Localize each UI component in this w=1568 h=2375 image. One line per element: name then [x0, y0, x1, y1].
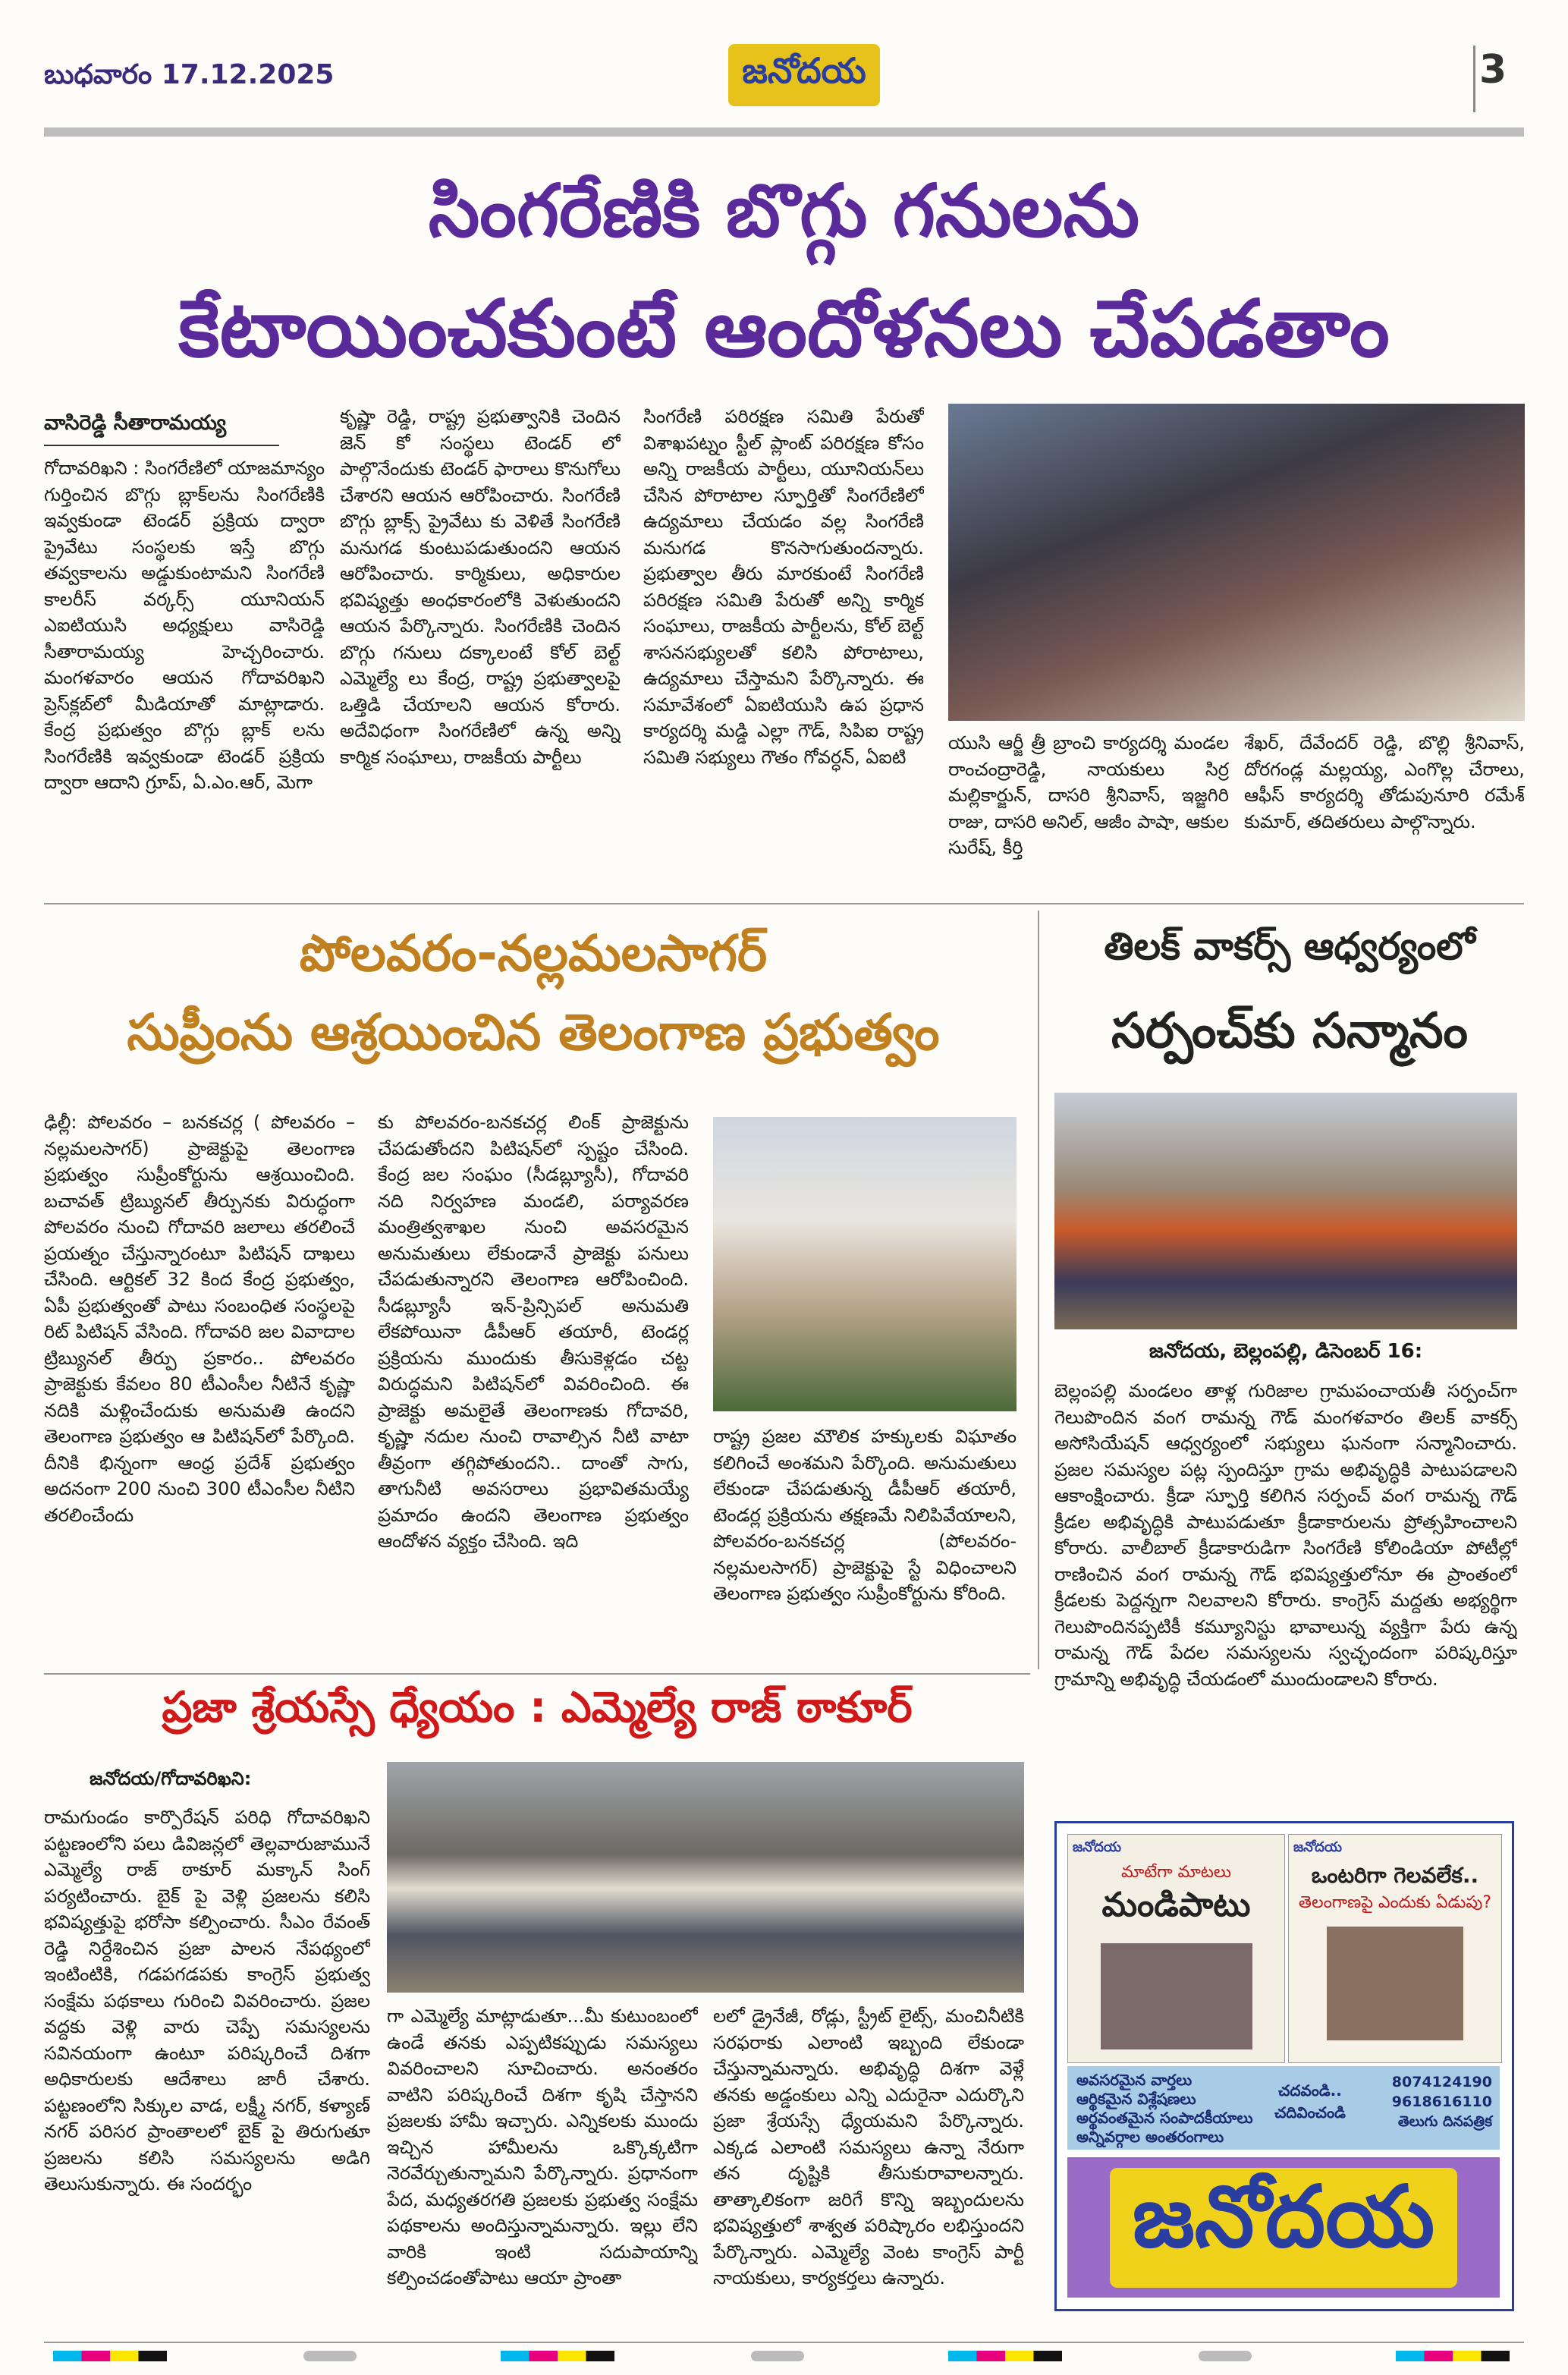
lead-column-4: [948, 730, 1229, 882]
section-divider-1: [44, 903, 1524, 904]
praja-column-1: [44, 1804, 370, 2336]
registration-bar: [948, 2351, 1062, 2361]
lead-col5-text: శేఖర్, దేవేందర్ రెడ్డి, బొల్లి శ్రీనివాస్, దోరగండ్ల మల్లయ్య, ఎంగొల్ల చేరాలు, ఆఫీస్ కార్యదర్శి తోడుపునూరి రమేశ్ కుమార్, తదితరులు పాల్గొన్నారు.: [1244, 732, 1525, 832]
tilak-body: [1054, 1378, 1517, 1773]
lead-column-1: [44, 455, 325, 880]
registration-bar: [1396, 2351, 1510, 2361]
ad-paper2-title: ఒంటరిగా గెలవలేక..: [1311, 1863, 1479, 1888]
registration-bar: [501, 2351, 614, 2361]
column-divider: [1038, 911, 1039, 1669]
ad-contact: [1392, 2072, 1492, 2131]
tilak-walkers-photo: [1054, 1093, 1517, 1329]
ad-logo-panel: [1067, 2157, 1500, 2298]
ad-line: అర్థవంతమైన సంపాదకీయాలు: [1076, 2109, 1253, 2127]
polavaram-col2-text: కు పోలవరం-బనకచర్ల లింక్ ప్రాజెక్టును చేపడుతోందని పిటిషన్‌లో స్పష్టం చేసింది. కేంద్ర జల సంఘం (సీడబ్ల్యూసీ), గోదావరి నది నిర్వహణ మండలి, పర్యావరణ మంత్రిత్వశాఖల నుంచి అవసరమైన అనుమతులు లేకుండానే ప్రాజెక్టు పనులు చేపడుతున్నారని తెలంగాణ ఆరోపించింది. సీడబ్ల్యూసీ ఇన్-ప్రిన్సిపల్ అనుమతి లేకపోయినా డీపీఆర్ తయారీ, టెండర్ల ప్రక్రియను ముందుకు తీసుకెళ్లడం చట్ట విరుద్ధమని పిటిషన్‌లో వివరించింది. ఈ ప్రాజెక్టు అమలైతే తెలంగాణకు గోదావరి, కృష్ణా నదుల నుంచి రావాల్సిన నీటి వాటా తీవ్రంగా తగ్గిపోతుందని.. దాంతో సాగు, తాగునీటి అవసరాలు ప్రభావితమయ్యే ప్రమాదం ఉందని తెలంగాణ ప్రభుత్వం ఆందోళన వ్యక్తం చేసింది. ఇది: [378, 1112, 689, 1552]
polavaram-column-2: [378, 1109, 689, 1662]
praja-col2-text: గా ఎమ్మెల్యే మాట్లాడుతూ...మీ కుటుంబంలో ఉండే తనకు ఎప్పటికప్పుడు సమస్యలు వివరించాలని సూచించారు. అనంతరం వాటిని పరిష్కరించే దిశగా కృషి చేస్తానని ప్రజలకు హామీ ఇచ్చారు. ఎన్నికలకు ముందు ఇచ్చిన హామీలను ఒక్కొక్కటిగా నెరవేర్చుతున్నామని పేర్కొన్నారు. ప్రధానంగా పేద, మధ్యతరగతి ప్రజలకు ప్రభుత్వ సంక్షేమ పథకాలను అందిస్తున్నామన్నారు. ఇల్లు లేని వారికి ఇంటి సదుపాయాన్ని కల్పించడంతోపాటు ఆయా ప్రాంతా: [387, 2005, 698, 2288]
header-divider: [1473, 46, 1475, 112]
praja-col1-text: రామగుండం కార్పొరేషన్ పరిధి గోదావరిఖని పట్టణంలోని పలు డివిజన్లలో తెల్లవారుజామునే ఎమ్మెల్యే రాజ్ ఠాకూర్ మక్కాన్ సింగ్ పర్యటించారు. బైక్ పై వెళ్లి ప్రజలను కలిసి భవిష్యత్తుపై భరోసా కల్పించారు. సీఎం రేవంత్ రెడ్డి నిర్దేశించిన ప్రజా పాలన నేపథ్యంలో ఇంటింటికి, గడపగడపకు కాంగ్రెస్ ప్రభుత్వ సంక్షేమ పథకాలు గురించి వివరించారు. ప్రజల వద్దకు వెళ్లి వారు చెప్పే సమస్యలను సవినయంగా ఉంటూ పరిష్కరించే దిశగా అధికారులకు ఆదేశాలు జారీ చేశారు. పట్టణంలోని సిక్కుల వాడ, లక్ష్మీ నగర్, కళ్యాణ్ నగర్ పరిసర ప్రాంతాలలో బైక్ పై తిరుగుతూ ప్రజలను కలిసి సమస్యలను అడిగి తెలుసుకున్నారు. ఈ సందర్భం: [44, 1807, 370, 2194]
mla-visit-photo: [387, 1762, 1024, 1993]
ad-line: అన్నివర్గాల అంతరంగాలు: [1076, 2128, 1224, 2146]
issue-date: బుధవారం 17.12.2025: [44, 59, 335, 90]
ad-read: చదవండి.. చదివించండి: [1274, 2081, 1346, 2122]
tilak-headline-line2: సర్పంచ్‌కు సన్మానం: [1111, 1003, 1469, 1059]
praja-column-3: [713, 2003, 1024, 2336]
lead-column-5: [1244, 730, 1525, 882]
ad-paper1-photo: [1101, 1943, 1252, 2049]
registration-bar: [53, 2351, 167, 2361]
ad-logo: జనోదయ: [1110, 2168, 1457, 2288]
praja-column-2: [387, 2003, 698, 2336]
registration-mark: [303, 2351, 357, 2361]
registration-mark: [1199, 2351, 1252, 2361]
ad-lines: [1076, 2071, 1253, 2147]
lead-col2-text: కృష్ణా రెడ్డి, రాష్ట్ర ప్రభుత్వానికి చెందిన జెన్ కో సంస్థలు టెండర్ లో పాల్గొనేందుకు టెండర్ ఫారాలు కొనుగోలు చేశారని ఆయన ఆరోపించారు. సింగరేణి బొగ్గు బ్లాక్స్ ప్రైవేటు కు వెళితే సింగరేణి మనుగడ కుంటుపడుతుందని ఆయన ఆరోపించారు. కార్మికులు, అధికారుల భవిష్యత్తు అంధకారంలోకి వెళుతుందని ఆయన పేర్కొన్నారు. సింగరేణికి చెందిన బొగ్గు గనులు దక్కాలంటే కోల్ బెల్ట్ ఎమ్మెల్యే లు కేంద్ర, రాష్ట్ర ప్రభుత్వాలపై ఒత్తిడి చేయాలని ఆయన కోరారు. అదేవిధంగా సింగరేణిలో ఉన్న అన్ని కార్మిక సంఘాలు, రాజకీయ పార్టీలు: [340, 406, 621, 768]
lead-headline-line1: సింగరేణికి బొగ్గు గనులను: [428, 168, 1140, 253]
supreme-court-photo: [713, 1117, 1017, 1411]
lead-column-2: [340, 404, 621, 880]
tilak-headline-line1: తిలక్ వాకర్స్ ఆధ్వర్యంలో: [1104, 924, 1475, 968]
lead-column-3: [643, 404, 924, 880]
section-divider-2: [44, 1673, 1030, 1675]
header-rule: [44, 127, 1524, 137]
lead-headline-line2: కేటాయించకుంటే ఆందోళనలు చేపడతాం: [178, 282, 1390, 375]
lead-col3-text: సింగరేణి పరిరక్షణ సమితి పేరుతో విశాఖపట్నం స్టీల్ ప్లాంట్ పరిరక్షణ కోసం అన్ని రాజకీయ పార్టీలు, యూనియన్‌లు చేసిన పోరాటాల స్ఫూర్తితో సింగరేణిలో ఉద్యమాలు చేయడం వల్ల సింగరేణి మనుగడ కొనసాగుతుందన్నారు. ప్రభుత్వాల తీరు మారకుంటే సింగరేణి పరిరక్షణ సమితి పేరుతో అన్ని కార్మిక సంఘాలు, రాజకీయ పార్టీలను, కోల్ బెల్ట్ శాసనసభ్యులతో కలిసి పోరాటాలు, ఉద్యమాలు చేస్తామని పేర్కొన్నారు. ఈ సమావేశంలో ఏఐటియుసి ఉప ప్రధాన కార్యదర్శి మడ్డి ఎల్లా గౌడ్, సిపిఐ రాష్ట్ర సమితి సభ్యులు గౌతం గోవర్ధన్, ఏఐటి: [643, 406, 924, 768]
polavaram-col1-text: ఢిల్లీ: పోలవరం – బనకచర్ల ( పోలవరం –నల్లమలసాగర్) ప్రాజెక్టుపై తెలంగాణ ప్రభుత్వం సుప్రీంకోర్టును ఆశ్రయించింది. బచావత్ ట్రిబ్యునల్ తీర్పునకు విరుద్ధంగా పోలవరం నుంచి గోదావరి జలాలు తరలించే ప్రయత్నం చేస్తున్నారంటూ పిటిషన్ దాఖలు చేసింది. ఆర్టికల్ 32 కింద కేంద్ర ప్రభుత్వం, ఏపీ ప్రభుత్వంతో పాటు సంబంధిత సంస్థలపై రిట్ పిటిషన్ వేసింది. గోదావరి జల వివాదాల ట్రిబ్యునల్ తీర్పు ప్రకారం.. పోలవరం ప్రాజెక్టుకు కేవలం 80 టీఎంసీల నీటినే కృష్ణా నదికి మళ్లించేందుకు అనుమతి ఉందని తెలంగాణ ప్రభుత్వం ఆ పిటిషన్‌లో పేర్కొంది. దీనికి భిన్నంగా ఆంధ్ర ప్రదేశ్ ప్రభుత్వం అదనంగా 200 నుంచి 300 టీఎంసీల నీటిని తరలించేందు: [44, 1112, 355, 1526]
praja-col3-text: లలో డ్రైనేజీ, రోడ్లు, స్ట్రీట్ లైట్స్, మంచినీటికి సరఫరాకు ఎలాంటి ఇబ్బంది లేకుండా చేస్తున్నామన్నారు. అభివృద్ధి దిశగా వెళ్లే తనకు అడ్డంకులు ఎన్ని ఎదురైనా ఎదుర్కొని ప్రజా శ్రేయస్సే ధ్యేయమని పేర్కొన్నారు. ఎక్కడ ఎలాంటి సమస్యలు ఉన్నా నేరుగా తన దృష్టికి తీసుకురావాలన్నారు. తాత్కాలికంగా జరిగే కొన్ని ఇబ్బందులను భవిష్యత్తులో శాశ్వత పరిష్కారం లభిస్తుందని పేర్కొన్నారు. ఎమ్మెల్యే వెంట కాంగ్రెస్ పార్టీ నాయకులు, కార్యకర్తలు ఉన్నారు.: [713, 2005, 1024, 2288]
polavaram-headline-line2: సుప్రీంను ఆశ్రయించిన తెలంగాణ ప్రభుత్వం: [127, 1003, 940, 1062]
lead-byline: వాసిరెడ్డి సీతారామయ్య: [44, 411, 279, 446]
registration-mark: [751, 2351, 804, 2361]
ad-line: ఆర్థికమైన విశ్లేషణలు: [1076, 2090, 1196, 2108]
polavaram-col3-text: రాష్ట్ర ప్రజల మౌలిక హక్కులకు విఘాతం కలిగించే అంశమని పేర్కొంది. అనుమతులు లేకుండా చేపడుతున్న డీపీఆర్ తయారీ, టెండర్ల ప్రక్రియను తక్షణమే నిలిపివేయాలని, పోలవరం-బనకచర్ల (పోలవరం-నల్లమలసాగర్) ప్రాజెక్టుపై స్టే విధించాలని తెలంగాణ ప్రభుత్వం సుప్రీంకోర్టును కోరింది.: [713, 1426, 1017, 1604]
lead-col4-text: యుసి ఆర్జీ త్రీ బ్రాంచి కార్యదర్శి మండల రాంచంద్రారెడ్డి, నాయకులు సిర్ర మల్లికార్జున్, దాసరి శ్రీనివాస్, ఇజ్జగిరి రాజు, దాసరి అనిల్, ఆజీం పాషా, ఆకుల సురేష్, కీర్తి: [948, 732, 1229, 858]
ad-paper-preview-1: [1067, 1834, 1285, 2063]
ad-paper1-tag: జనోదయ: [1073, 1839, 1122, 1855]
lead-col1-text: గోదావరిఖని : సింగరేణిలో యాజమాన్యం గుర్తించిన బొగ్గు బ్లాక్‌లను సింగరేణికి ఇవ్వకుండా టెండర్ ప్రక్రియ ద్వారా ప్రైవేటు సంస్థలకు ఇస్తే బొగ్గు తవ్వకాలను అడ్డుకుంటామని సింగరేణి కాలరీస్ వర్కర్స్ యూనియన్ ఎఐటియుసి అధ్యక్షులు వాసిరెడ్డి సీతారామయ్య హెచ్చరించారు. మంగళవారం ఆయన గోదావరిఖని ప్రెస్‌క్లబ్‌లో మీడియాతో మాట్లాడారు. కేంద్ర ప్రభుత్వం బొగ్గు బ్లాక్ లను సింగరేణికి ఇవ్వకుండా టెండర్ ప్రక్రియ ద్వారా ఆదాని గ్రూప్, ఏ.ఎం.ఆర్, మెగా: [44, 458, 325, 793]
page-number: 3: [1479, 47, 1507, 93]
ad-paper1-big: మండిపాటు: [1101, 1886, 1251, 1924]
ad-paper-preview-2: [1288, 1834, 1502, 2063]
polavaram-column-3: [713, 1423, 1017, 1662]
ad-paper2-photo: [1327, 1927, 1463, 2040]
footer-rule: [44, 2342, 1524, 2343]
ad-line: అవసరమైన వార్తలు: [1076, 2071, 1192, 2089]
ad-paper1-title: మాటేగా మాటలు: [1120, 1863, 1232, 1882]
ad-paper2-sub: తెలంగాణపై ఎందుకు ఏడుపు?: [1298, 1893, 1492, 1912]
tilak-body-text: బెల్లంపల్లి మండలం తాళ్ల గురిజాల గ్రామపంచాయతీ సర్పంచ్‌గా గెలుపొందిన వంగ రామన్న గౌడ్ మంగళవారం తిలక్ వాకర్స్ అసోసియేషన్ ఆధ్వర్యంలో సభ్యులు ఘనంగా సన్మానించారు. ప్రజల సమస్యల పట్ల స్పందిస్తూ గ్రామ అభివృద్ధికి పాటుపడాలని ఆకాంక్షించారు. క్రీడా స్ఫూర్తి కలిగిన సర్పంచ్ వంగ రామన్న గౌడ్ క్రీడల అభివృద్ధికి పాటుపడుతూ క్రీడాకారులను ప్రోత్సహించాలని కోరారు. వాలీబాల్ క్రీడాకారుడిగా సింగరేణి కోలిండియా పోటీల్లో రాణించిన వంగ రామన్న గౌడ్ భవిష్యత్తులోనూ ఈ ప్రాంతంలో క్రీడలకు పెద్దన్నగా నిలవాలని కోరారు. కాంగ్రెస్ మద్దతు అభ్యర్థిగా గెలుపొందినప్పటికీ కమ్యూనిస్టు భావాలున్న వ్యక్తిగా పేరు ఉన్న రామన్న గౌడ్ పేదల సమస్యలను స్వచ్ఛందంగా పరిష్కరిస్తూ గ్రామాన్ని అభివృద్ధి చేయడంలో ముందుండాలని కోరారు.: [1054, 1380, 1517, 1690]
ad-phone: 8074124190: [1391, 2074, 1492, 2090]
ad-paper2-tag: జనోదయ: [1293, 1839, 1343, 1855]
ad-phone: 9618616110: [1391, 2093, 1492, 2110]
tilak-dateline: జనోదయ, బెల్లంపల్లి, డిసెంబర్ 16:: [1149, 1340, 1423, 1363]
lead-press-meet-photo: [948, 404, 1525, 721]
praja-headline: ప్రజా శ్రేయస్సే ధ్యేయం : ఎమ్మెల్యే రాజ్ ఠాకూర్: [162, 1683, 913, 1732]
janodaya-advertisement: [1054, 1821, 1514, 2311]
masthead-logo: జనోదయ: [728, 44, 880, 106]
ad-tagline: తెలుగు దినపత్రిక: [1397, 2113, 1492, 2130]
polavaram-headline-line1: పోలవరం-నల్లమలసాగర్: [299, 924, 768, 983]
polavaram-column-1: [44, 1109, 355, 1662]
ad-banner: [1067, 2066, 1500, 2150]
praja-dateline: జనోదయ/గోదావరిఖని:: [90, 1768, 252, 1789]
